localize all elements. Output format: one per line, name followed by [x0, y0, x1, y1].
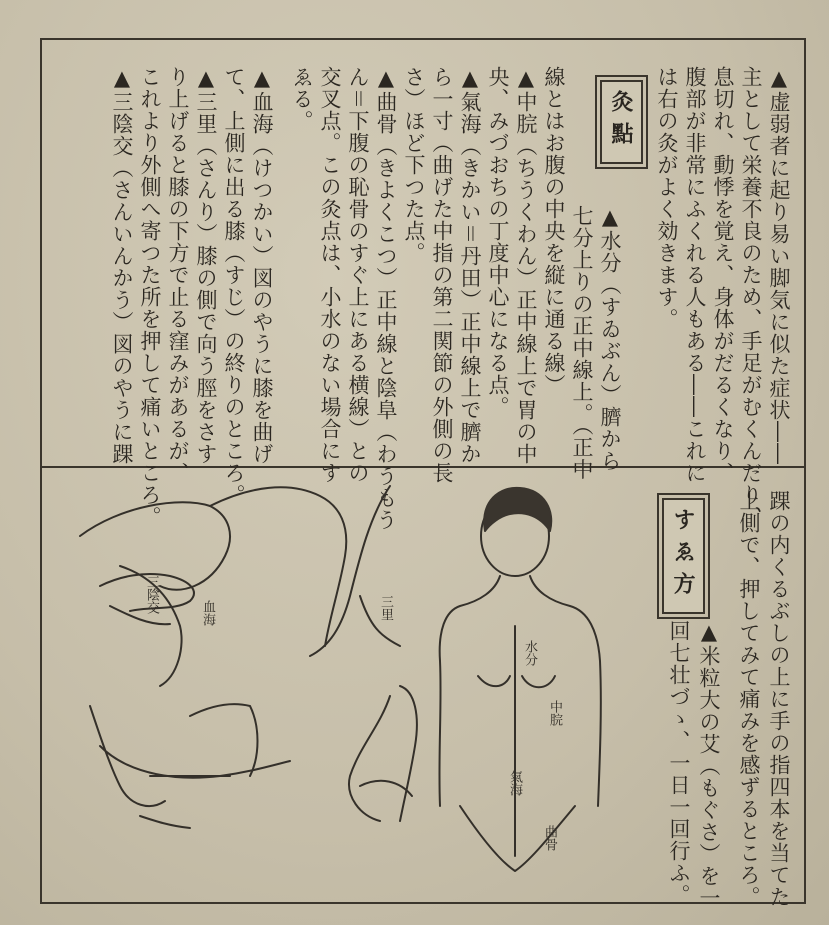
text-column: 線とはお腹の中央を縦に通る線） [542, 66, 566, 396]
howto-column: 回七壮づゝ、一日一回行ふ。 [667, 620, 691, 906]
text-column: ▲三陰交（さんいんかう）図のやうに踝 [110, 66, 134, 465]
text-column: ▲水分（すゐぶん）臍から [598, 205, 622, 472]
text-column: 主として栄養不良のため、手足がむくんだり、 [739, 66, 763, 528]
text-column: さ）ほど下つた点。 [402, 66, 426, 264]
figure-label: 中脘 [547, 700, 562, 726]
text-column: は右の灸がよく効きます。 [655, 66, 679, 330]
text-column: ▲曲骨（きよくこつ）正中線と陰阜（わうもう [374, 66, 398, 531]
figure-label: 氣海 [507, 770, 522, 796]
text-column: り上げると膝の下方で止る窪みがあるが、 [166, 66, 190, 484]
text-column: ん＝下腹の恥骨のすぐ上にある横線）との [346, 66, 370, 484]
text-column: ▲血海（けつかい）図のやうに膝を曲げ [250, 66, 274, 465]
text-column: ▲中脘（ちうくわん）正中線上で胃の中 [514, 66, 538, 465]
text-column: ▲虚弱者に起り易い脚気に似た症状―― [767, 66, 791, 465]
text-column: ゑる。 [290, 66, 314, 132]
section-title-box: 灸點 [600, 80, 643, 164]
text-column: て、上側に出る膝（すじ）の終りのところ。 [222, 66, 246, 506]
text-column: 息切れ、動悸を覚え、身体がだるくなり、 [711, 66, 735, 484]
figure-label: 曲骨 [542, 825, 557, 851]
text-column: ▲三里（さんり）膝の側で向う脛をさす [194, 66, 218, 465]
text-column: 央、みづおちの丁度中心になる点。 [486, 66, 510, 418]
figure-label: 水分 [522, 640, 537, 666]
figure-torso [439, 576, 500, 806]
figure-label: 三陰交 [144, 575, 159, 614]
text-column: 交叉点。この灸点は、小水のない場合にす [318, 66, 342, 484]
text-column: 七分上りの正中線上。（正中 [570, 205, 594, 481]
howto-column: ▲米粒大の艾（もぐさ）を一 [697, 620, 721, 909]
foot-drawing [90, 706, 165, 806]
howto-title-box: すゑ方 [662, 498, 705, 614]
text-column: ら一寸（曲げた中指の第二関節の外側の長 [430, 66, 454, 484]
text-column: 腹部が非常にふくれる人もある――これに [683, 66, 707, 484]
acupoint-illustration [60, 476, 650, 886]
howto-column: 踝の内くるぶしの上に手の指四本を当てた [767, 490, 791, 908]
figure-label: 三里 [378, 595, 393, 621]
small-figure-drawing [349, 696, 390, 821]
howto-column: 上側で、押してみて痛みを感ずるところ。 [737, 490, 761, 908]
text-column: これより外側へ寄つた所を押して痛いところ。 [138, 66, 162, 528]
figure-label: 血海 [200, 600, 215, 626]
text-column: ▲氣海（きかい＝丹田）正中線上で臍か [458, 66, 482, 465]
